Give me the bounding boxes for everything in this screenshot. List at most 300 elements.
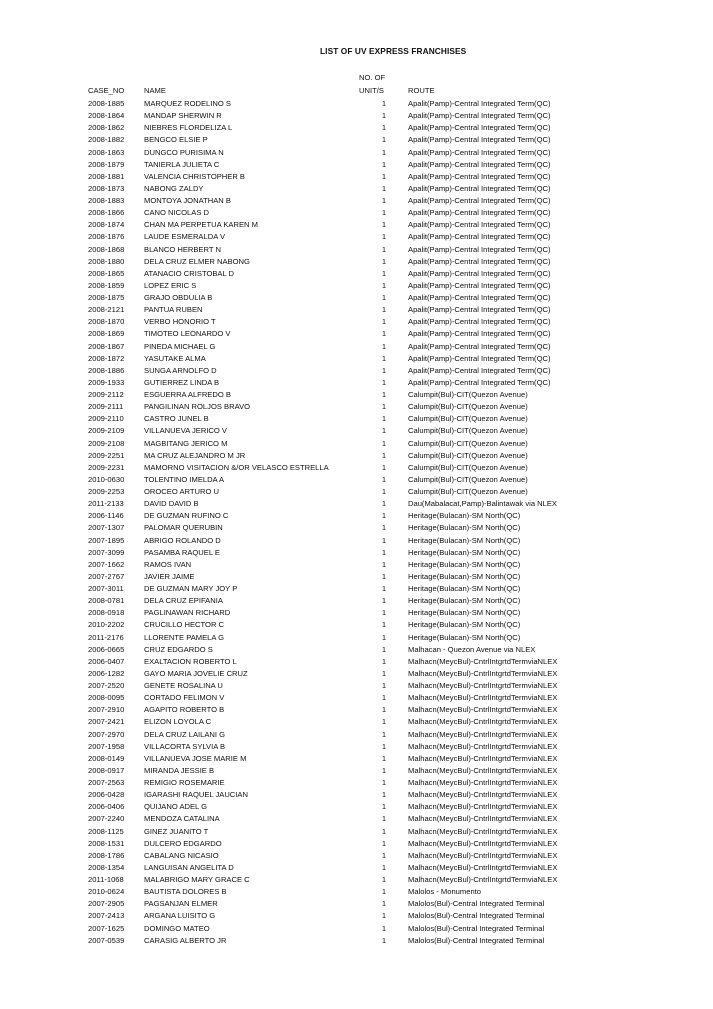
table-row [0, 183, 713, 195]
units-header-line1: NO. OF [359, 73, 386, 82]
route-cell: Heritage(Bulacan)-SM North(QC) [408, 620, 521, 630]
units-cell: 1 [381, 705, 387, 715]
case-no-cell: 2007-2520 [88, 681, 125, 690]
name-cell: DELA CRUZ LAILANI G [144, 729, 226, 739]
name-cell: OROCEO ARTURO U [144, 487, 219, 496]
units-cell: 1 [381, 887, 387, 897]
units-cell: 1 [381, 741, 387, 751]
units-cell: 1 [381, 462, 387, 472]
route-cell: Malhacn(MeycBul)-CntrlIntgrtdTermviaNLEX [408, 778, 558, 787]
units-cell: 1 [381, 523, 387, 533]
table-row [0, 207, 713, 219]
units-cell: 1 [381, 99, 387, 108]
route-cell: Calumpit(Bul)-CIT(Quezon Avenue) [408, 450, 528, 460]
case-no-cell: 2008-1864 [88, 111, 125, 121]
name-cell: PANGILINAN ROLJOS BRAVO [144, 402, 251, 412]
route-cell: Apalit(Pamp)-Central Integrated Term(QC) [408, 208, 551, 218]
units-cell: 1 [381, 693, 387, 703]
case-no-cell: 2008-1867 [88, 341, 125, 351]
case-no-cell: 2007-2970 [88, 729, 125, 739]
name-cell: ESGUERRA ALFREDO B [144, 390, 231, 399]
name-cell: CRUZ EDGARDO S [144, 644, 213, 654]
route-cell: Malhacn(MeycBul)-CntrlIntgrtdTermviaNLEX [408, 814, 558, 824]
route-cell: Malhacn(MeycBul)-CntrlIntgrtdTermviaNLEX [408, 826, 558, 836]
route-cell: Calumpit(Bul)-CIT(Quezon Avenue) [408, 390, 528, 399]
table-row [0, 632, 713, 644]
case-no-cell: 2008-1531 [88, 838, 125, 848]
case-no-cell: 2008-2121 [88, 305, 125, 315]
table-row [0, 438, 713, 450]
route-cell: Apalit(Pamp)-Central Integrated Term(QC) [408, 341, 551, 351]
table-row [0, 619, 713, 631]
name-cell: DE GUZMAN MARY JOY P [144, 584, 238, 593]
table-row [0, 486, 713, 498]
route-cell: Calumpit(Bul)-CIT(Quezon Avenue) [408, 462, 528, 472]
name-cell: DUNGCO PURISIMA N [144, 147, 224, 157]
case-no-cell: 2006-0665 [88, 644, 125, 654]
route-cell: Heritage(Bulacan)-SM North(QC) [408, 571, 521, 581]
name-cell: MA CRUZ ALEJANDRO M JR [144, 450, 246, 460]
route-cell: Apalit(Pamp)-Central Integrated Term(QC) [408, 147, 551, 157]
case-no-cell: 2011-1068 [88, 875, 124, 884]
name-cell: CRUCILLO HECTOR C [144, 620, 225, 630]
table-row [0, 401, 713, 413]
units-cell: 1 [381, 293, 387, 302]
units-cell: 1 [381, 596, 387, 606]
units-cell: 1 [381, 668, 387, 678]
units-cell: 1 [381, 220, 387, 230]
route-cell: Malhacn(MeycBul)-CntrlIntgrtdTermviaNLEX [408, 753, 558, 763]
route-cell: Calumpit(Bul)-CIT(Quezon Avenue) [408, 402, 528, 412]
case-no-cell: 2008-1869 [88, 329, 125, 339]
case-no-cell: 2008-1125 [88, 826, 124, 836]
route-cell: Apalit(Pamp)-Central Integrated Term(QC) [408, 329, 551, 339]
case-no-cell: 2008-1866 [88, 208, 125, 218]
name-cell: ARGANA LUISITO G [144, 911, 216, 921]
name-cell: LAUDE ESMERALDA V [144, 232, 226, 242]
units-cell: 1 [381, 426, 387, 436]
name-cell: YASUTAKE ALMA [144, 353, 206, 363]
route-cell: Apalit(Pamp)-Central Integrated Term(QC) [408, 196, 551, 205]
table-row [0, 535, 713, 547]
units-cell: 1 [381, 559, 387, 569]
units-cell: 1 [381, 487, 387, 496]
name-cell: CARASIG ALBERTO JR [144, 935, 227, 945]
case-no-cell: 2008-0781 [88, 596, 125, 606]
table-row [0, 147, 713, 159]
route-cell: Malhacn(MeycBul)-CntrlIntgrtdTermviaNLEX [408, 790, 558, 800]
case-no-cell: 2009-2112 [88, 390, 124, 399]
table-row [0, 413, 713, 425]
name-cell: DOMINGO MATEO [144, 923, 210, 933]
table-row [0, 98, 713, 110]
table-row [0, 122, 713, 134]
page-title: LIST OF UV EXPRESS FRANCHISES [320, 46, 467, 56]
table-row [0, 595, 713, 607]
name-cell: MALABRIGO MARY GRACE C [144, 875, 250, 884]
units-cell: 1 [381, 268, 387, 278]
table-row [0, 668, 713, 680]
route-cell: Calumpit(Bul)-CIT(Quezon Avenue) [408, 414, 528, 424]
case-no-cell: 2007-2563 [88, 778, 125, 787]
table-row [0, 474, 713, 486]
route-cell: Heritage(Bulacan)-SM North(QC) [408, 584, 521, 593]
table-row [0, 159, 713, 171]
name-cell: MONTOYA JONATHAN B [144, 196, 231, 205]
route-cell: Apalit(Pamp)-Central Integrated Term(QC) [408, 256, 551, 266]
units-cell: 1 [381, 571, 387, 581]
units-cell: 1 [381, 729, 387, 739]
name-cell: VERBO HONORIO T [144, 317, 216, 327]
units-cell: 1 [381, 790, 387, 800]
units-cell: 1 [381, 365, 387, 375]
units-cell: 1 [381, 935, 387, 945]
units-cell: 1 [381, 171, 387, 181]
case-no-cell: 2006-1146 [88, 511, 124, 521]
case-no-cell: 2007-3099 [88, 547, 125, 557]
route-cell: Malhacn(MeycBul)-CntrlIntgrtdTermviaNLEX [408, 668, 558, 678]
case-no-cell: 2008-1354 [88, 862, 125, 872]
case-no-cell: 2009-1933 [88, 377, 125, 387]
name-cell: ABRIGO ROLANDO D [144, 535, 221, 545]
route-cell: Apalit(Pamp)-Central Integrated Term(QC) [408, 365, 551, 375]
route-cell: Calumpit(Bul)-CIT(Quezon Avenue) [408, 438, 528, 448]
name-cell: PAGSANJAN ELMER [144, 899, 218, 909]
table-row [0, 328, 713, 340]
table-row [0, 692, 713, 704]
name-cell: CHAN MA PERPETUA KAREN M [144, 220, 258, 230]
table-row [0, 134, 713, 146]
route-cell: Malhacn(MeycBul)-CntrlIntgrtdTermviaNLEX [408, 765, 558, 775]
name-cell: NIEBRES FLORDELIZA L [144, 123, 233, 133]
table-row [0, 304, 713, 316]
table-row [0, 910, 713, 922]
route-cell: Apalit(Pamp)-Central Integrated Term(QC) [408, 159, 551, 169]
franchise-table-body [0, 98, 713, 947]
case-no-cell: 2007-0539 [88, 935, 125, 945]
table-row [0, 753, 713, 765]
units-cell: 1 [381, 547, 387, 557]
route-cell: Malhacn(MeycBul)-CntrlIntgrtdTermviaNLEX [408, 875, 558, 884]
case-no-cell: 2008-1862 [88, 123, 125, 133]
route-cell: Dau(Mabalacat,Pamp)-Balintawak via NLEX [408, 499, 557, 509]
route-cell: Heritage(Bulacan)-SM North(QC) [408, 632, 521, 642]
route-cell: Malhacn(MeycBul)-CntrlIntgrtdTermviaNLEX [408, 705, 558, 715]
route-cell: Apalit(Pamp)-Central Integrated Term(QC) [408, 232, 551, 242]
name-cell: VILLACORTA SYLVIA B [144, 741, 226, 751]
route-cell: Apalit(Pamp)-Central Integrated Term(QC) [408, 123, 551, 133]
route-cell: Malhacn(MeycBul)-CntrlIntgrtdTermviaNLEX [408, 693, 558, 703]
case-no-cell: 2009-2109 [88, 426, 125, 436]
units-cell: 1 [381, 814, 387, 824]
name-cell: GUTIERREZ LINDA B [144, 377, 220, 387]
table-row [0, 341, 713, 353]
table-row [0, 801, 713, 813]
case-no-cell: 2006-0406 [88, 802, 125, 812]
case-no-cell: 2007-2767 [88, 571, 125, 581]
case-no-cell: 2008-0918 [88, 608, 125, 618]
units-cell: 1 [381, 377, 387, 387]
table-row [0, 935, 713, 947]
units-cell: 1 [381, 911, 387, 921]
units-cell: 1 [381, 584, 387, 593]
name-cell: JAVIER JAIME [144, 571, 195, 581]
route-cell: Heritage(Bulacan)-SM North(QC) [408, 547, 521, 557]
table-row [0, 850, 713, 862]
units-cell: 1 [381, 838, 387, 848]
name-cell: BAUTISTA DOLORES B [144, 887, 227, 897]
table-row [0, 110, 713, 122]
table-row [0, 522, 713, 534]
name-cell: BENGCO ELSIE P [144, 135, 208, 145]
route-cell: Heritage(Bulacan)-SM North(QC) [408, 608, 521, 618]
route-cell: Apalit(Pamp)-Central Integrated Term(QC) [408, 135, 551, 145]
case-no-cell: 2008-1786 [88, 850, 125, 860]
route-cell: Apalit(Pamp)-Central Integrated Term(QC) [408, 220, 551, 230]
table-row [0, 365, 713, 377]
case-no-cell: 2009-2108 [88, 438, 125, 448]
table-row [0, 425, 713, 437]
table-row [0, 547, 713, 559]
route-cell: Heritage(Bulacan)-SM North(QC) [408, 511, 521, 521]
route-cell: Malhacn(MeycBul)-CntrlIntgrtdTermviaNLEX [408, 729, 558, 739]
route-cell: Malhacn(MeycBul)-CntrlIntgrtdTermviaNLEX [408, 741, 558, 751]
name-cell: GRAJO OBDULIA B [144, 293, 213, 302]
units-cell: 1 [381, 438, 387, 448]
name-cell: MANDAP SHERWIN R [144, 111, 222, 121]
case-no-cell: 2011-2176 [88, 632, 124, 642]
route-cell: Apalit(Pamp)-Central Integrated Term(QC) [408, 280, 551, 290]
name-cell: RAMOS IVAN [144, 559, 192, 569]
units-cell: 1 [381, 159, 387, 169]
table-row [0, 571, 713, 583]
name-cell: SUNGA ARNOLFO D [144, 365, 217, 375]
units-cell: 1 [381, 208, 387, 218]
case-no-cell: 2010-0624 [88, 887, 125, 897]
units-cell: 1 [381, 765, 387, 775]
name-cell: CABALANG NICASIO [144, 850, 219, 860]
table-row [0, 886, 713, 898]
case-no-cell: 2008-1882 [88, 135, 125, 145]
table-row [0, 874, 713, 886]
name-cell: NABONG ZALDY [144, 183, 204, 193]
units-cell: 1 [381, 305, 387, 315]
table-row [0, 826, 713, 838]
table-row [0, 729, 713, 741]
case-no-cell: 2007-2240 [88, 814, 125, 824]
name-cell: PINEDA MICHAEL G [144, 341, 216, 351]
route-cell: Malhacn(MeycBul)-CntrlIntgrtdTermviaNLEX [408, 862, 558, 872]
case-no-cell: 2008-1873 [88, 183, 125, 193]
units-cell: 1 [381, 620, 387, 630]
case-no-cell: 2006-0428 [88, 790, 125, 800]
table-row [0, 510, 713, 522]
case-no-cell: 2008-1885 [88, 99, 125, 108]
name-cell: MAMORNO VISITACION &/OR VELASCO ESTRELLA [144, 462, 329, 472]
name-cell: VILLANUEVA JERICO V [144, 426, 227, 436]
route-cell: Apalit(Pamp)-Central Integrated Term(QC) [408, 244, 551, 254]
table-row [0, 559, 713, 571]
units-cell: 1 [381, 390, 387, 399]
case-no-cell: 2008-1881 [88, 171, 125, 181]
case-no-cell: 2008-1876 [88, 232, 125, 242]
name-cell: LLORENTE PAMELA G [144, 632, 225, 642]
table-row [0, 777, 713, 789]
name-cell: LOPEZ ERIC S [144, 280, 197, 290]
units-cell: 1 [381, 753, 387, 763]
case-no-cell: 2010-0630 [88, 474, 125, 484]
case-no-cell: 2008-0917 [88, 765, 125, 775]
table-row [0, 838, 713, 850]
table-row [0, 813, 713, 825]
units-cell: 1 [381, 681, 387, 690]
units-cell: 1 [381, 450, 387, 460]
route-cell: Calumpit(Bul)-CIT(Quezon Avenue) [408, 474, 528, 484]
units-cell: 1 [381, 499, 387, 509]
table-row [0, 898, 713, 910]
name-cell: TIMOTEO LEONARDO V [144, 329, 231, 339]
route-cell: Malolos(Bul)-Central Integrated Terminal [408, 923, 545, 933]
table-row [0, 256, 713, 268]
case-no-cell: 2009-2253 [88, 487, 125, 496]
units-cell: 1 [381, 317, 387, 327]
name-cell: MAGBITANG JERICO M [144, 438, 228, 448]
route-cell: Malolos(Bul)-Central Integrated Terminal [408, 899, 545, 909]
case-no-cell: 2007-3011 [88, 584, 124, 593]
route-cell: Calumpit(Bul)-CIT(Quezon Avenue) [408, 487, 528, 496]
case-no-cell: 2008-1865 [88, 268, 125, 278]
case-no-cell: 2007-2421 [88, 717, 125, 727]
units-cell: 1 [381, 511, 387, 521]
table-row [0, 716, 713, 728]
table-row [0, 171, 713, 183]
units-cell: 1 [381, 196, 387, 205]
case-no-cell: 2007-2910 [88, 705, 125, 715]
units-cell: 1 [381, 256, 387, 266]
units-cell: 1 [381, 802, 387, 812]
case-no-cell: 2010-2202 [88, 620, 125, 630]
route-cell: Apalit(Pamp)-Central Integrated Term(QC) [408, 305, 551, 315]
route-cell: Apalit(Pamp)-Central Integrated Term(QC) [408, 268, 551, 278]
route-cell: Heritage(Bulacan)-SM North(QC) [408, 535, 521, 545]
units-cell: 1 [381, 778, 387, 787]
units-cell: 1 [381, 850, 387, 860]
table-row [0, 292, 713, 304]
case-no-cell: 2008-1863 [88, 147, 125, 157]
table-row [0, 389, 713, 401]
table-row [0, 244, 713, 256]
table-row [0, 316, 713, 328]
route-cell: Apalit(Pamp)-Central Integrated Term(QC) [408, 317, 551, 327]
name-cell: PASAMBA RAQUEL E [144, 547, 220, 557]
name-cell: QUIJANO ADEL G [144, 802, 208, 812]
name-cell: MARQUEZ RODELINO S [144, 99, 231, 108]
route-cell: Heritage(Bulacan)-SM North(QC) [408, 559, 521, 569]
units-cell: 1 [381, 244, 387, 254]
case-no-cell: 2009-2251 [88, 450, 125, 460]
units-cell: 1 [381, 474, 387, 484]
units-cell: 1 [381, 826, 387, 836]
case-no-cell: 2011-2133 [88, 499, 124, 509]
route-cell: Malhacan - Quezon Avenue via NLEX [408, 644, 536, 654]
units-cell: 1 [381, 717, 387, 727]
table-row [0, 280, 713, 292]
name-cell: REMIGIO ROSEMARIE [144, 778, 225, 787]
name-cell: ELIZON LOYOLA C [144, 717, 212, 727]
table-row [0, 923, 713, 935]
units-cell: 1 [381, 280, 387, 290]
table-row [0, 607, 713, 619]
case-no-cell: 2008-1874 [88, 220, 125, 230]
units-cell: 1 [381, 535, 387, 545]
case-no-cell: 2008-1875 [88, 293, 125, 302]
case-no-cell: 2009-2231 [88, 462, 125, 472]
name-cell: MENDOZA CATALINA [144, 814, 220, 824]
units-cell: 1 [381, 414, 387, 424]
name-cell: DE GUZMAN RUFINO C [144, 511, 229, 521]
name-cell: GENETE ROSALINA U [144, 681, 223, 690]
name-cell: GINEZ JUANITO T [144, 826, 209, 836]
route-cell: Heritage(Bulacan)-SM North(QC) [408, 596, 521, 606]
table-row [0, 862, 713, 874]
case-no-cell: 2007-1895 [88, 535, 125, 545]
route-cell: Apalit(Pamp)-Central Integrated Term(QC) [408, 111, 551, 121]
case-no-cell: 2006-0407 [88, 656, 125, 666]
case-no-cell: 2007-2413 [88, 911, 125, 921]
table-row [0, 353, 713, 365]
case-no-cell: 2007-1662 [88, 559, 125, 569]
case-no-cell: 2008-1879 [88, 159, 125, 169]
table-row [0, 583, 713, 595]
units-cell: 1 [381, 135, 387, 145]
units-cell: 1 [381, 862, 387, 872]
route-cell: Malhacn(MeycBul)-CntrlIntgrtdTermviaNLEX [408, 850, 558, 860]
name-cell: PAGLINAWAN RICHARD [144, 608, 231, 618]
name-cell: IGARASHI RAQUEL JAUCIAN [144, 790, 248, 800]
case-no-cell: 2008-0149 [88, 753, 125, 763]
table-row [0, 704, 713, 716]
table-row [0, 498, 713, 510]
units-cell: 1 [381, 923, 387, 933]
units-cell: 1 [381, 644, 387, 654]
table-row [0, 644, 713, 656]
table-row [0, 450, 713, 462]
case-no-cell: 2008-1883 [88, 196, 125, 205]
case-no-cell: 2008-0095 [88, 693, 125, 703]
name-cell: TANIERLA JULIETA C [144, 159, 220, 169]
route-cell: Malhacn(MeycBul)-CntrlIntgrtdTermviaNLEX [408, 717, 558, 727]
case-no-cell: 2007-1625 [88, 923, 125, 933]
route-cell: Malolos(Bul)-Central Integrated Terminal [408, 935, 545, 945]
table-row [0, 741, 713, 753]
route-cell: Malolos(Bul)-Central Integrated Terminal [408, 911, 545, 921]
table-row [0, 765, 713, 777]
name-cell: TOLENTINO IMELDA A [144, 474, 225, 484]
name-cell: VALENCIA CHRISTOPHER B [144, 171, 245, 181]
route-cell: Malhacn(MeycBul)-CntrlIntgrtdTermviaNLEX [408, 838, 558, 848]
name-cell: MIRANDA JESSIE B [144, 765, 215, 775]
units-cell: 1 [381, 632, 387, 642]
table-row [0, 219, 713, 231]
units-cell: 1 [381, 123, 387, 133]
route-cell: Apalit(Pamp)-Central Integrated Term(QC) [408, 183, 551, 193]
table-row [0, 656, 713, 668]
table-row [0, 195, 713, 207]
units-cell: 1 [381, 899, 387, 909]
table-row [0, 231, 713, 243]
name-cell: CANO NICOLAS D [144, 208, 209, 218]
name-cell: VILLANUEVA JOSE MARIE M [144, 753, 247, 763]
